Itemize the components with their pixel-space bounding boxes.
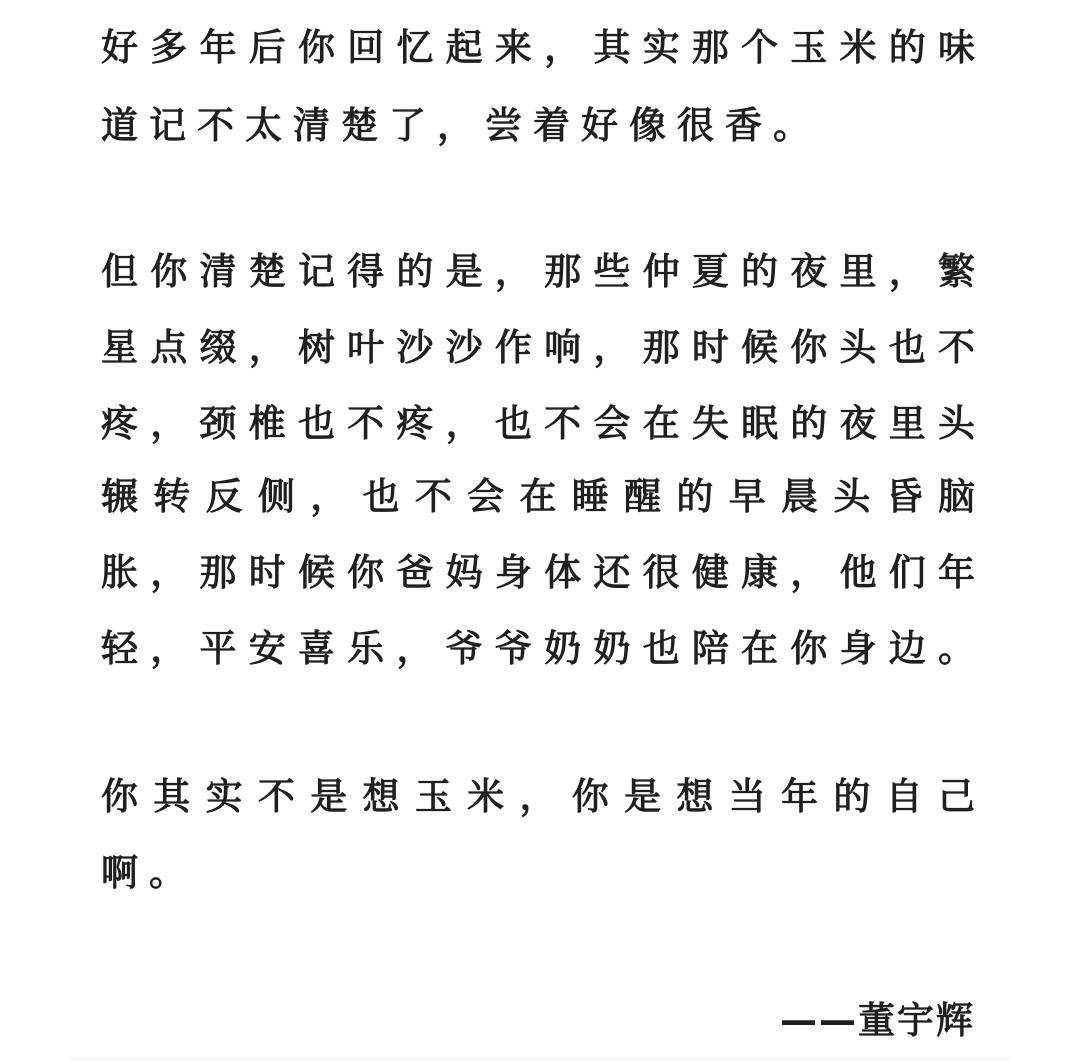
text-line: 辗转反侧，也不会在睡醒的早晨头昏脑 xyxy=(101,475,975,518)
text-line: 胀，那时候你爸妈身体还很健康，他们年 xyxy=(101,551,975,594)
author-signature: ——董宇辉 xyxy=(780,999,975,1042)
text-line: 疼，颈椎也不疼，也不会在失眠的夜里头 xyxy=(101,402,975,445)
divider xyxy=(70,1058,1010,1060)
text-line: 道记不太清楚了，尝着好像很香。 xyxy=(101,104,821,147)
text-line: 好多年后你回忆起来，其实那个玉米的味 xyxy=(101,26,975,69)
text-line: 啊。 xyxy=(101,851,197,894)
text-line: 你其实不是想玉米，你是想当年的自己 xyxy=(101,775,975,818)
text-line: 星点缀，树叶沙沙作响，那时候你头也不 xyxy=(101,326,975,369)
text-line: 轻，平安喜乐，爷爷奶奶也陪在你身边。 xyxy=(101,627,975,670)
text-line: 但你清楚记得的是，那些仲夏的夜里，繁 xyxy=(101,250,975,293)
